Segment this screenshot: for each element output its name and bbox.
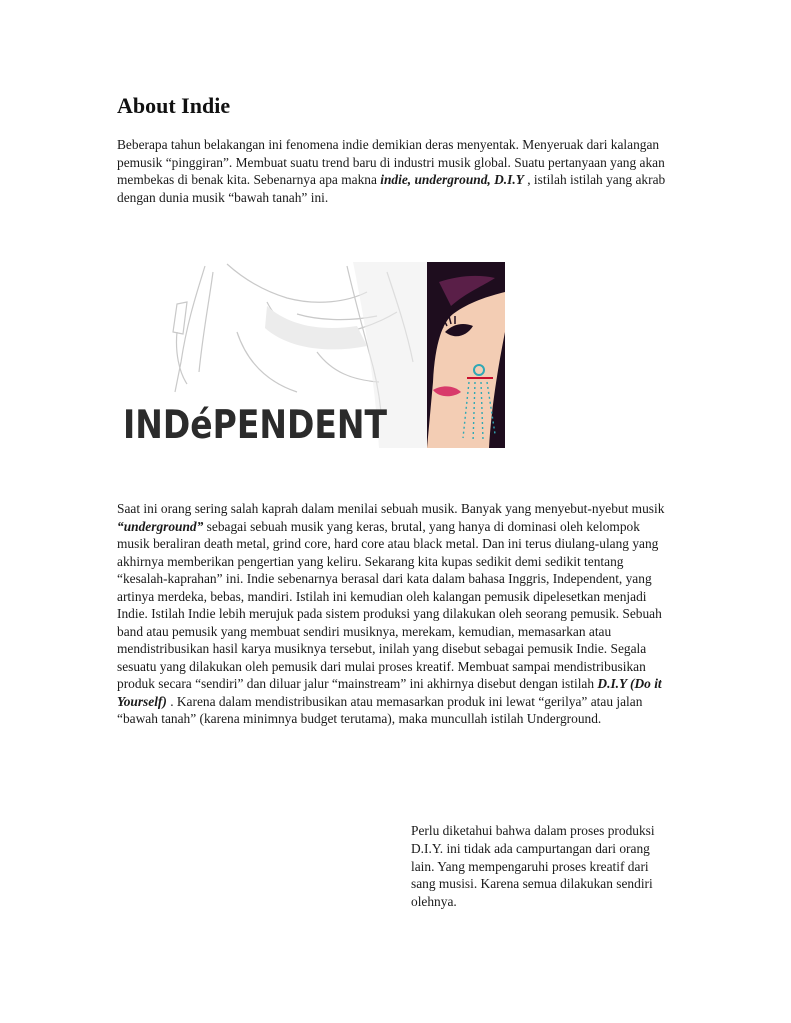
intro-text-2: , istilah istilah yang akrab dengan dunia musik “bawah tanah” ini. (117, 172, 666, 205)
intro-text-1: Beberapa tahun belakangan ini fenomena indie demikian deras menyentak. Menyeruak dari kalangan pemusik “pinggiran”. Membuat suatu trend baru di industri musik global. Suatu pertanyaan yang akan membekas di benak kita. Sebenarnya apa makna (117, 137, 665, 187)
body-text-3: . Karena dalam mendistribusikan atau memasarkan produk ini lewat “gerilya” atau jalan “bawah tanah” (karena minimnya budget terutama), maka muncullah istilah Underground. (117, 693, 643, 726)
independent-wordmark: INDéPENDENT (123, 403, 388, 448)
intro-term-diy: D.I.Y (494, 172, 524, 187)
portrait-panel (427, 262, 505, 448)
intro-comma-2: , (487, 172, 495, 187)
independent-poster-image (117, 262, 505, 448)
poster-artwork (117, 262, 505, 448)
body-paragraph (117, 500, 675, 728)
intro-term-underground: underground (414, 172, 488, 187)
intro-paragraph (117, 136, 677, 206)
side-note-paragraph: Perlu diketahui bahwa dalam proses produksi D.I.Y. ini tidak ada campurtangan dari orang lain. Yang mempengaruhi proses kreatif dari sang musisi. Karena semua dilakukan sendiri olehnya. (411, 823, 655, 910)
page-title: About Indie (117, 93, 231, 118)
body-text-1: Saat ini orang sering salah kaprah dalam menilai sebuah musik. Banyak yang menyebut-nyebut musik (117, 501, 665, 516)
intro-comma-1: , (407, 172, 415, 187)
body-term-diy: D.I.Y (Do it Yourself) (117, 676, 662, 709)
body-text-2: sebagai sebuah musik yang keras, brutal, yang hanya di dominasi oleh kelompok musik beraliran death metal, grind core, hard core atau black metal. Dan ini terus diulang-ulang yang akhirnya memberikan pengertian yang keliru. Sekarang kita kupas sedikit demi sedikit tentang “kesalah-kaprahan” ini. Indie sebenarnya berasal dari kata dalam bahasa Inggris, Independent, yang artinya merdeka, bebas, mandiri. Istilah ini kemudian oleh kalangan pemusik dipelesetkan menjadi Indie. Istilah Indie lebih merujuk pada sistem produksi yang dilakukan oleh seorang pemusik. Sebuah band atau pemusik yang membuat sendiri musiknya, merekam, kemudian, memasarkan atau mendistribusikan hasil karya musiknya tersebut, inilah yang disebut sebagai pemusik Indie. Segala sesuatu yang dilakukan oleh pemusik dari mulai proses kreatif. Membuat sampai mendistribusikan produk secara “sendiri” dan diluar jalur “mainstream” ini akhirnya disebut dengan istilah (117, 518, 662, 691)
intro-term-indie: indie (380, 172, 408, 187)
body-term-underground: “underground” (117, 518, 204, 534)
